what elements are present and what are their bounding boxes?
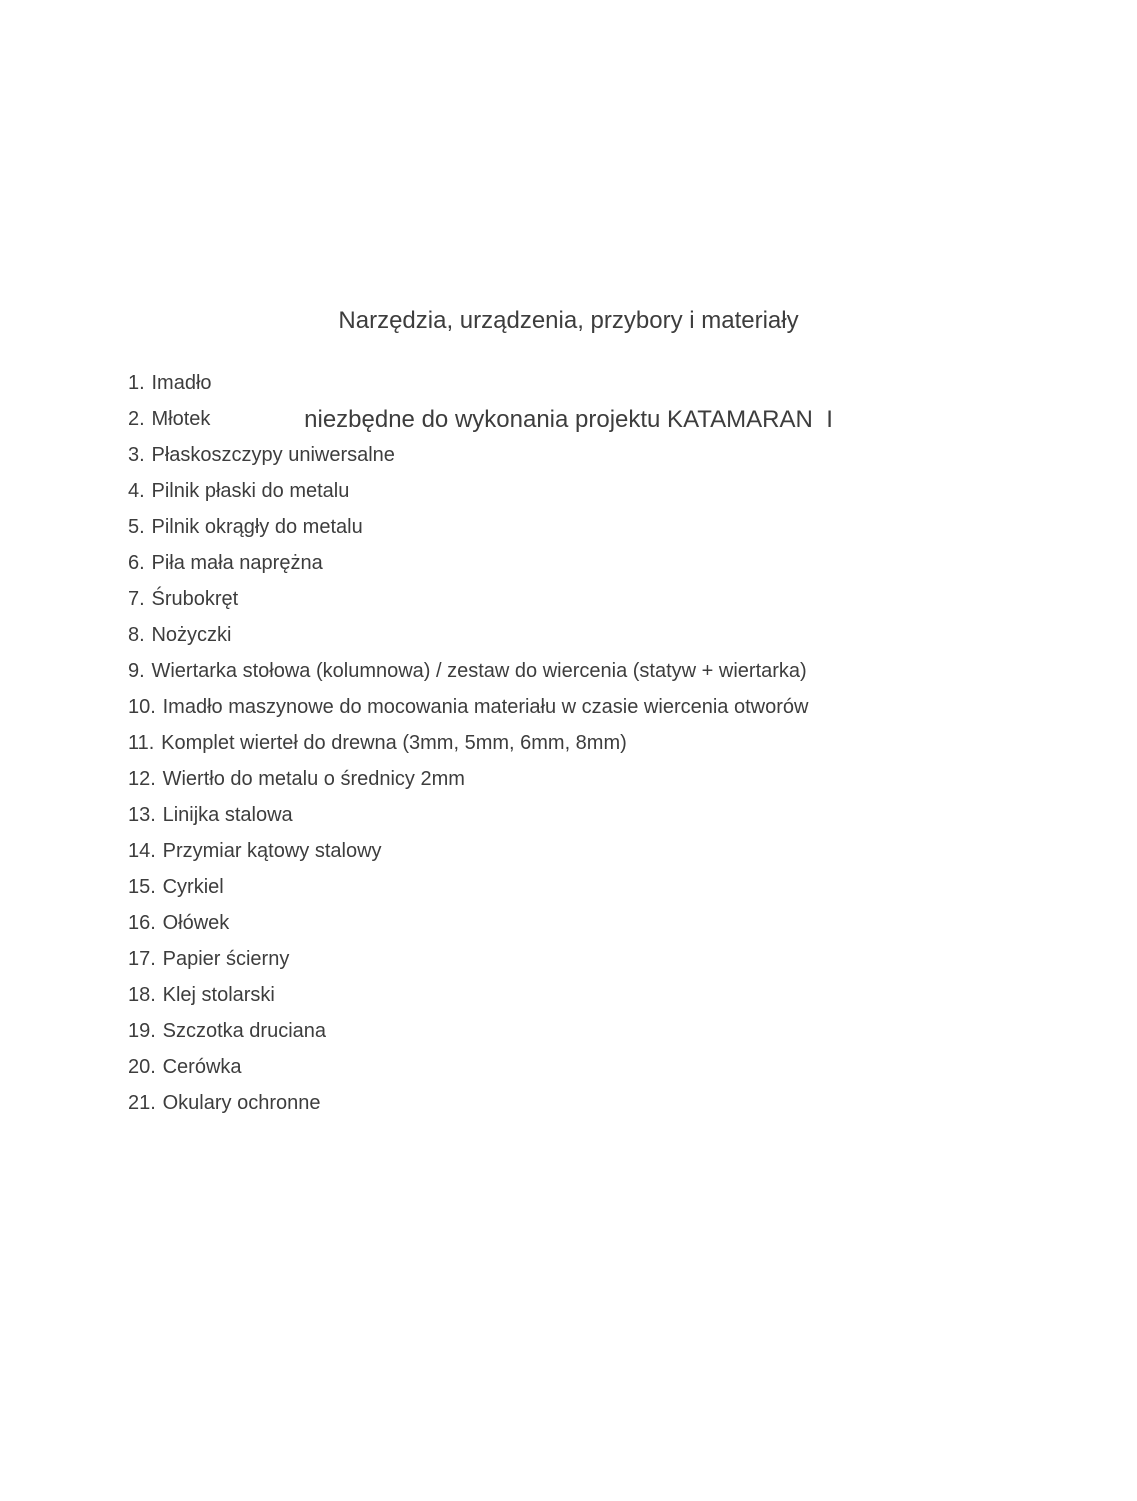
item-number: 18. <box>128 984 156 1006</box>
item-number: 7. <box>128 588 145 610</box>
list-item <box>128 977 1077 1013</box>
list-item <box>128 437 1077 473</box>
tool-list <box>128 365 1077 1121</box>
item-number: 5. <box>128 516 145 538</box>
list-item <box>128 869 1077 905</box>
item-number: 6. <box>128 552 145 574</box>
item-label: Komplet wierteł do drewna (3mm, 5mm, 6mm, 8mm) <box>161 732 627 754</box>
item-label: Okulary ochronne <box>162 1092 321 1114</box>
item-label: Płaskoszczypy uniwersalne <box>151 444 395 466</box>
item-label: Cerówka <box>162 1056 242 1078</box>
list-item <box>128 509 1077 545</box>
item-number: 20. <box>128 1056 156 1078</box>
item-label: Nożyczki <box>151 624 232 646</box>
item-label: Papier ścierny <box>162 948 290 970</box>
item-label: Przymiar kątowy stalowy <box>162 840 382 862</box>
list-item <box>128 653 1077 689</box>
list-item <box>128 905 1077 941</box>
item-label: Klej stolarski <box>162 984 275 1006</box>
list-item <box>128 1049 1077 1085</box>
item-number: 3. <box>128 444 145 466</box>
item-number: 15. <box>128 876 156 898</box>
item-label: Wiertarka stołowa (kolumnowa) / zestaw do wiercenia (statyw + wiertarka) <box>151 660 807 682</box>
item-label: Piła mała naprężna <box>151 552 323 574</box>
item-number: 11. <box>128 732 155 754</box>
list-item <box>128 401 1077 437</box>
item-label: Szczotka druciana <box>162 1020 327 1042</box>
item-number: 13. <box>128 804 156 826</box>
item-number: 12. <box>128 768 156 790</box>
item-number: 2. <box>128 408 145 430</box>
item-label: Imadło <box>151 372 212 394</box>
item-number: 17. <box>128 948 156 970</box>
item-number: 9. <box>128 660 145 682</box>
item-label: Pilnik okrągły do metalu <box>151 516 363 538</box>
item-label: Śrubokręt <box>151 588 239 610</box>
list-item <box>128 689 1077 725</box>
item-number: 10. <box>128 696 156 718</box>
list-item <box>128 581 1077 617</box>
item-number: 8. <box>128 624 145 646</box>
list-item <box>128 365 1077 401</box>
list-item <box>128 941 1077 977</box>
item-label: Cyrkiel <box>162 876 224 898</box>
item-number: 16. <box>128 912 156 934</box>
item-number: 14. <box>128 840 156 862</box>
list-item <box>128 1085 1077 1121</box>
list-item <box>128 797 1077 833</box>
list-item <box>128 761 1077 797</box>
item-number: 4. <box>128 480 145 502</box>
list-item <box>128 1013 1077 1049</box>
list-item <box>128 725 1077 761</box>
item-number: 1. <box>128 372 145 394</box>
page-title-line-2: niezbędne do wykonania projektu KATAMARAN I <box>304 406 833 433</box>
item-label: Ołówek <box>162 912 230 934</box>
item-label: Imadło maszynowe do mocowania materiału w czasie wiercenia otworów <box>162 696 809 718</box>
item-number: 19. <box>128 1020 156 1042</box>
item-label: Pilnik płaski do metalu <box>151 480 350 502</box>
page-title-line-1: Narzędzia, urządzenia, przybory i materiały <box>338 307 799 334</box>
list-item <box>128 545 1077 581</box>
list-item <box>128 833 1077 869</box>
item-number: 21. <box>128 1092 156 1114</box>
list-item <box>128 473 1077 509</box>
item-label: Linijka stalowa <box>162 804 293 826</box>
item-label: Wiertło do metalu o średnicy 2mm <box>162 768 465 790</box>
list-item <box>128 617 1077 653</box>
item-label: Młotek <box>151 408 211 430</box>
